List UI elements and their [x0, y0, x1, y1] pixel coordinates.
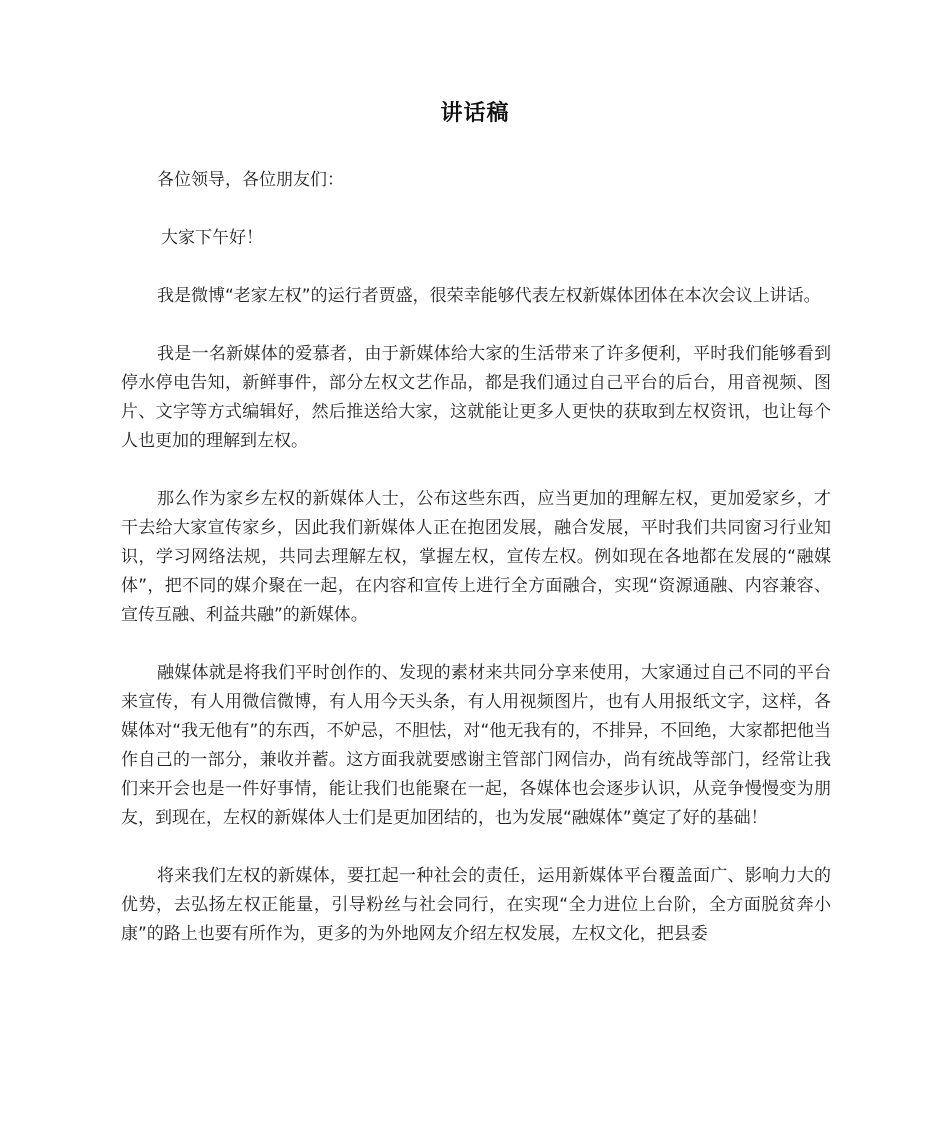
paragraph-introduction: 我是微博“老家左权”的运行者贾盛，很荣幸能够代表左权新媒体团体在本次会议上讲话。	[157, 286, 821, 306]
paragraph-new-media-benefits: 我是一名新媒体的爱慕者，由于新媒体给大家的生活带来了许多便利，平时我们能够看到停水停电告知，新鲜事件，部分左权文艺作品，都是我们通过自己平台的后台，用音视频、图片、文字等方式编辑好，然后推送给大家，这就能让更多人更快的获取到左权资讯，也让每个人也更加的理解到左权。	[121, 344, 831, 451]
document-title: 讲话稿	[440, 101, 510, 126]
paragraph-converged-media: 融媒体就是将我们平时创作的、发现的素材来共同分享来使用，大家通过自己不同的平台来宣传，有人用微信微博，有人用今天头条，有人用视频图片，也有人用报纸文字，这样，各媒体对“我无他有”的东西，不妒忌，不胆怯，对“他无我有的，不排异，不回绝，大家都把他当作自己的一部分，兼收并蓄。这方面我就要感谢主管部门网信办，尚有统战等部门，经常让我们来开会也是一件好事情，能让我们也能聚在一起，各媒体也会逐步认识，从竞争慢慢变为朋友，到现在，左权的新媒体人士们是更加团结的，也为发展“融媒体”奠定了好的基础！	[121, 663, 831, 828]
document-body	[121, 166, 831, 978]
paragraph-salutation: 各位领导，各位朋友们：	[157, 170, 344, 190]
paragraph-future-responsibility: 将来我们左权的新媒体，要扛起一种社会的责任，运用新媒体平台覆盖面广、影响力大的优势，去弘扬左权正能量，引导粉丝与社会同行，在实现“全力进位上台阶，全方面脱贫奔小康”的路上也要有所作为，更多的为外地网友介绍左权发展，左权文化，把县委	[121, 866, 831, 944]
paragraph-media-integration: 那么作为家乡左权的新媒体人士，公布这些东西，应当更加的理解左权，更加爱家乡，才干去给大家宣传家乡，因此我们新媒体人正在抱团发展，融合发展，平时我们共同窗习行业知识，学习网络法规，共同去理解左权，掌握左权，宣传左权。例如现在各地都在发展的“融媒体”，把不同的媒介聚在一起，在内容和宣传上进行全方面融合，实现“资源通融、内容兼容、宣传互融、利益共融”的新媒体。	[121, 489, 831, 625]
paragraph-greeting: 大家下午好！	[161, 228, 263, 248]
